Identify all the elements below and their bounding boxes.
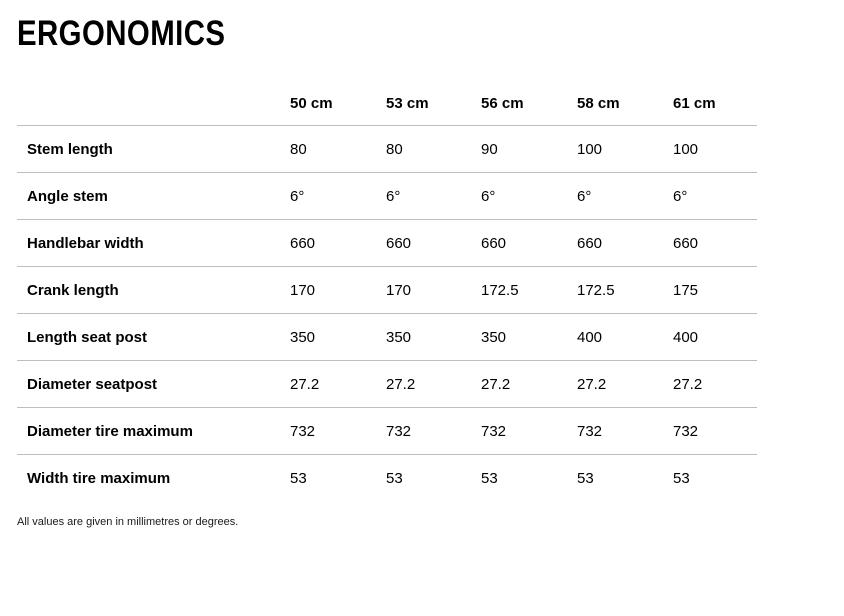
spec-cell: 660 bbox=[577, 220, 673, 267]
spec-cell: 6° bbox=[290, 173, 386, 220]
spec-cell: 27.2 bbox=[290, 361, 386, 408]
size-column-header: 58 cm bbox=[577, 82, 673, 126]
spec-cell: 90 bbox=[481, 126, 577, 173]
spec-cell: 732 bbox=[290, 408, 386, 455]
spec-row-label: Diameter tire maximum bbox=[17, 408, 290, 455]
spec-cell: 6° bbox=[673, 173, 757, 220]
spec-row-label: Diameter seatpost bbox=[17, 361, 290, 408]
spec-cell: 170 bbox=[386, 267, 481, 314]
spec-cell: 350 bbox=[481, 314, 577, 361]
spec-cell: 660 bbox=[290, 220, 386, 267]
table-row bbox=[17, 220, 757, 267]
spec-cell: 660 bbox=[673, 220, 757, 267]
spec-cell: 27.2 bbox=[386, 361, 481, 408]
spec-cell: 100 bbox=[673, 126, 757, 173]
spec-cell: 27.2 bbox=[673, 361, 757, 408]
spec-cell: 400 bbox=[673, 314, 757, 361]
ergonomics-table bbox=[17, 82, 757, 501]
spec-cell: 80 bbox=[290, 126, 386, 173]
spec-row-label: Length seat post bbox=[17, 314, 290, 361]
table-row bbox=[17, 267, 757, 314]
spec-cell: 27.2 bbox=[577, 361, 673, 408]
units-footnote: All values are given in millimetres or degrees. bbox=[17, 516, 239, 528]
spec-cell: 170 bbox=[290, 267, 386, 314]
spec-cell: 350 bbox=[386, 314, 481, 361]
spec-cell: 660 bbox=[386, 220, 481, 267]
spec-cell: 27.2 bbox=[481, 361, 577, 408]
spec-row-label: Handlebar width bbox=[17, 220, 290, 267]
spec-row-label: Crank length bbox=[17, 267, 290, 314]
size-column-header: 61 cm bbox=[673, 82, 757, 126]
spec-cell: 175 bbox=[673, 267, 757, 314]
spec-cell: 53 bbox=[673, 469, 690, 487]
page-title: ERGONOMICS bbox=[17, 14, 226, 53]
spec-cell: 53 bbox=[577, 469, 594, 487]
size-header-row bbox=[17, 82, 757, 126]
spec-cell: 172.5 bbox=[481, 267, 577, 314]
table-row bbox=[17, 408, 757, 455]
empty-corner-cell bbox=[17, 82, 290, 126]
spec-cell: 732 bbox=[386, 408, 481, 455]
spec-row-label: Angle stem bbox=[17, 173, 290, 220]
size-column-header: 50 cm bbox=[290, 82, 386, 126]
spec-cell: 172.5 bbox=[577, 267, 673, 314]
spec-cell: 400 bbox=[577, 314, 673, 361]
spec-row-label: Stem length bbox=[17, 126, 290, 173]
spec-cell: 6° bbox=[481, 173, 577, 220]
table-row bbox=[17, 314, 757, 361]
spec-cell: 100 bbox=[577, 126, 673, 173]
spec-cell: 732 bbox=[577, 408, 673, 455]
spec-cell: 660 bbox=[481, 220, 577, 267]
spec-cell: 80 bbox=[386, 126, 481, 173]
spec-cell: 6° bbox=[386, 173, 481, 220]
spec-cell: 6° bbox=[577, 173, 673, 220]
spec-cell: 732 bbox=[673, 408, 757, 455]
spec-cell: 732 bbox=[481, 408, 577, 455]
table-row bbox=[17, 361, 757, 408]
table-row bbox=[17, 173, 757, 220]
spec-cell: 350 bbox=[290, 314, 386, 361]
spec-cell: 53 bbox=[481, 469, 498, 487]
spec-row-label: Width tire maximum bbox=[27, 469, 171, 487]
table-row bbox=[17, 455, 757, 502]
table-row bbox=[17, 126, 757, 173]
spec-cell: 53 bbox=[386, 469, 403, 487]
spec-cell: 53 bbox=[290, 469, 307, 487]
size-column-header: 56 cm bbox=[481, 82, 577, 126]
size-column-header: 53 cm bbox=[386, 82, 481, 126]
